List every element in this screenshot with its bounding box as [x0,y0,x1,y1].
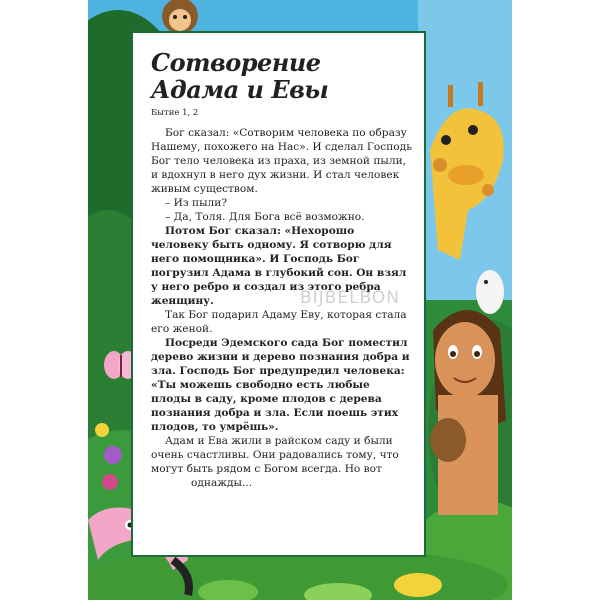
paragraph-7: Адам и Ева жили в райском саду и были очень счастливы. Они радовались тому, что могут быть рядом с Богом всегда. Но вот [151,435,399,475]
title-line-2: Адама и Евы [151,75,329,104]
bible-reference: Бытие 1, 2 [151,108,199,118]
paragraph-2: – Из пыли? [165,197,228,209]
parrot-icon [476,270,504,314]
paragraph-6: Посреди Эдемского сада Бог поместил дерево жизни и дерево познания добра и зла. Господь Бог предупредил человека: «Ты можешь свободно есть любые плоды в саду, кроме плодов с дерева познания добра и зла. Если поешь этих плодов, то умрёшь». [151,337,410,433]
title-line-1: Сотворение [151,48,321,77]
adam-icon [430,310,506,515]
page-title [151,49,413,103]
watermark-text: BIJBELBON [300,288,401,308]
paragraph-1: Бог сказал: «Сотворим человека по образу Нашему, похожего на Нас». И сделал Господь Бог тело человека из праха, из земной пыли, и вдохнул в него дух жизни. И стал человек живым существом. [151,127,412,195]
paragraph-3: – Да, Толя. Для Бога всё возможно. [165,211,365,223]
story-content [151,49,413,490]
paragraph-8: однажды... [191,477,253,489]
paragraph-4: Потом Бог сказал: «Нехорошо человеку быть одному. Я сотворю для него помощника». И Господь Бог погрузил Адама в глубокий сон. Он взял у него ребро и создал из этого ребра женщину. [151,225,407,307]
paragraph-5: Так Бог подарил Адаму Еву, которая стала его женой. [151,309,407,335]
